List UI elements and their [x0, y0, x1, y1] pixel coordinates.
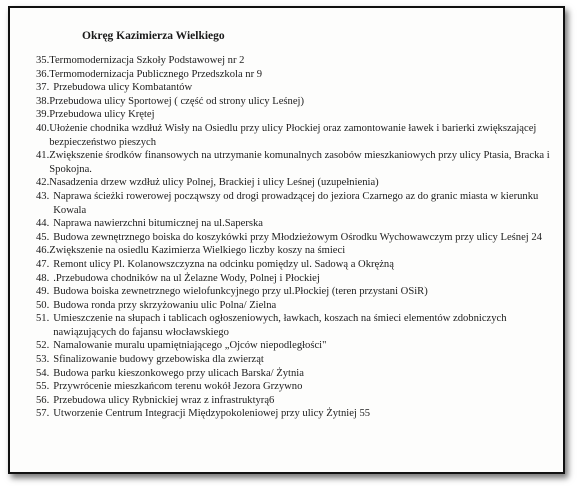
list-item: [36, 380, 561, 394]
list-item: [36, 339, 561, 353]
item-text: Przebudowa ulicy Krętej: [49, 109, 155, 121]
list-item: [36, 231, 561, 245]
item-number: 42.: [36, 177, 50, 189]
item-number: 46.: [36, 245, 50, 257]
item-text: Budowa ronda przy skrzyżowaniu ulic Polna/ Zielna: [53, 299, 277, 311]
item-number: 43.: [36, 190, 50, 202]
list-item: [36, 285, 561, 299]
item-number: 49.: [36, 286, 50, 298]
item-text: Ułożenie chodnika wzdłuż Wisły na Osiedlu przy ulicy Płockiej oraz zamontowanie ławek i barierki zwiększającej bezpieczeństwo pieszych: [49, 122, 537, 148]
item-number: 57.: [36, 408, 50, 420]
item-text: Budowa parku kieszonkowego przy ulicach Barska/ Żytnia: [53, 367, 304, 379]
document-page: [8, 6, 565, 474]
item-number: 45.: [36, 231, 50, 243]
list-item: [36, 394, 561, 408]
item-number: 38.: [36, 95, 50, 107]
item-number: 35.: [36, 55, 50, 66]
item-number: 37.: [36, 82, 50, 94]
item-text: Budowa boiska zewnetrznego wielofunkcyjnego przy ul.Płockiej (teren przystani OSiR): [53, 286, 428, 298]
list-item: [36, 217, 561, 231]
item-text: Przywrócenie mieszkańcom terenu wokół Jezora Grzywno: [53, 381, 303, 393]
document-title: Okręg Kazimierza Wielkiego: [82, 30, 225, 42]
item-text: Sfinalizowanie budowy grzebowiska dla zwierząt: [53, 354, 264, 366]
list-item: [36, 108, 561, 122]
item-number: 54.: [36, 367, 50, 379]
list-item: [36, 122, 561, 149]
item-text: Nasadzenia drzew wzdłuż ulicy Polnej, Brackiej i ulicy Leśnej (uzupełnienia): [49, 177, 379, 189]
item-number: 51.: [36, 313, 50, 325]
list-item: [36, 176, 561, 190]
item-text: Naprawa ścieżki rowerowej począwszy od drogi prowadzącej do jeziora Czarnego az do granic miasta w kierunku Kowala: [53, 190, 539, 216]
item-number: 40.: [36, 122, 50, 134]
item-text: Utworzenie Centrum Integracji Międzypokoleniowej przy ulicy Żytniej 55: [53, 408, 371, 420]
list-item: [36, 407, 561, 421]
item-text: Namalowanie muralu upamiętniającego „Ojców niepodległości": [53, 340, 327, 352]
item-text: .Przebudowa chodników na ul Żelazne Wody, Polnej i Płockiej: [53, 272, 320, 284]
item-text: Naprawa nawierzchni bitumicznej na ul.Saperska: [53, 218, 263, 230]
list-item: [36, 68, 561, 82]
item-number: 52.: [36, 340, 50, 352]
item-list: [36, 54, 561, 421]
list-item: [36, 353, 561, 367]
list-item: [36, 190, 561, 217]
item-text: Zwiększenie środków finansowych na utrzymanie komunalnych zasobów mieszkaniowych przy ulicy Ptasia, Bracka i Spokojna.: [49, 150, 550, 175]
item-text: Termomodernizacja Publicznego Przedszkola nr 9: [49, 68, 263, 80]
item-number: 48.: [36, 272, 50, 284]
item-number: 41.: [36, 150, 50, 162]
list-item: [36, 54, 561, 68]
list-item: [36, 81, 561, 95]
list-item: [36, 299, 561, 313]
item-number: 50.: [36, 299, 50, 311]
item-text: Zwiększenie na osiedlu Kazimierza Wielkiego liczby koszy na śmieci: [49, 245, 346, 257]
item-text: Budowa zewnętrznego boiska do koszykówki przy Młodzieżowym Ośrodku Wychowawczym przy ulicy Leśnej 24: [53, 231, 542, 243]
item-number: 55.: [36, 381, 50, 393]
item-text: Termomodernizacja Szkoły Podstawowej nr 2: [49, 55, 245, 66]
item-text: Przebudowa ulicy Rybnickiej wraz z infrastruktyrą6: [53, 394, 275, 406]
item-number: 47.: [36, 258, 50, 270]
list-item: [36, 312, 561, 339]
item-number: 39.: [36, 109, 50, 121]
list-item: [36, 258, 561, 272]
list-item: [36, 95, 561, 109]
item-text: Umieszczenie na słupach i tablicach ogłoszeniowych, ławkach, koszach na śmieci elementów zdobniczych nawiązujących do fajansu włocławskiego: [53, 313, 507, 338]
item-text: Przebudowa ulicy Kombatantów: [53, 82, 193, 94]
item-number: 53.: [36, 354, 50, 366]
item-text: Remont ulicy Pl. Kolanowszczyzna na odcinku pomiędzy ul. Sadową a Okrężną: [53, 258, 394, 270]
item-number: 44.: [36, 218, 50, 230]
list-item: [36, 149, 561, 176]
item-text: Przebudowa ulicy Sportowej ( część od strony ulicy Leśnej): [49, 95, 305, 107]
list-item: [36, 367, 561, 381]
item-number: 36.: [36, 68, 50, 80]
list-item: [36, 244, 561, 258]
list-item: [36, 272, 561, 286]
item-number: 56.: [36, 394, 50, 406]
